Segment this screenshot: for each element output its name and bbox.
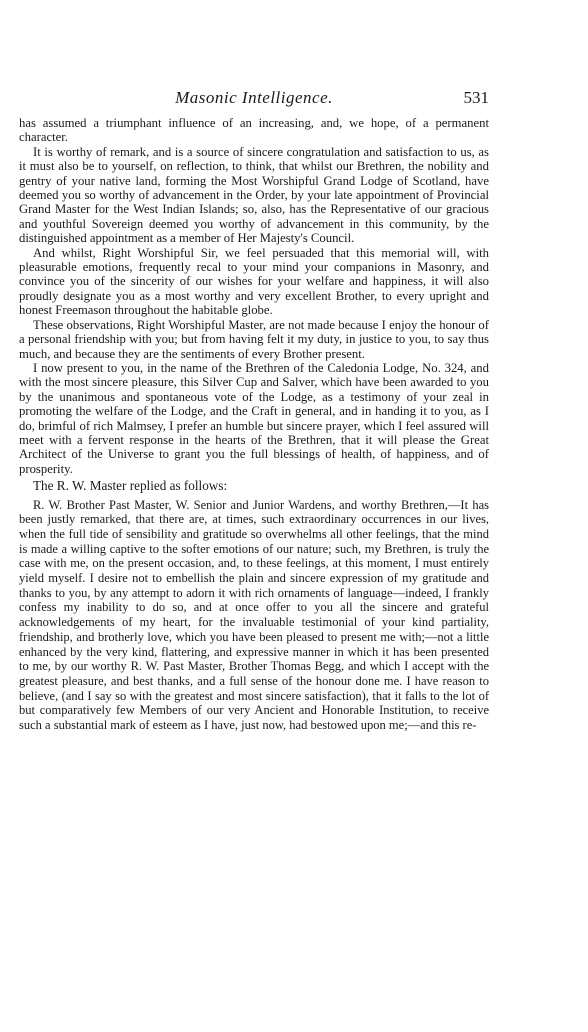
paragraph-reply: R. W. Brother Past Master, W. Senior and Junior Wardens, and worthy Brethren,—It has been justly remarked, that there are, at times, such extraordinary occurrences in our lives, when the full tide of sensibility and gratitude so overwhelms all other feelings, that the mind is made a willing captive to the softer emotions of our nature; such, my Brethren, is truly the case with me, on the present occasion, and, to these feelings, at this moment, I must entirely yield myself. I desire not to embellish the plain and sincere expression of my gratitude and thanks to you, by any attempt to adorn it with rich ornaments of language—indeed, I frankly confess my inability to do so, and at once offer to you all the sincere and grateful acknowledgements of my heart, for the invaluable testimonial of your kind partiality, friendship, and brotherly love, which you have been pleased to present me with;—not a little enhanced by the very kind, flattering, and expressive manner in which it has been presented to me, by our worthy R. W. Past Master, Brother Thomas Begg, and which I accept with the greatest pleasure, and best thanks, and a full sense of the honour done me. I have reason to believe, (and I say so with the greatest and most sincere satisfaction), that it falls to the lot of but comparatively few Members of our very Ancient and Honorable Institution, to receive such a substantial mark of esteem as I have, just now, had bestowed upon me;—and this re- [19, 497, 489, 733]
paragraph-memorial: And whilst, Right Worshipful Sir, we feel persuaded that this memorial will, with pleasurable emotions, frequently recal to your mind your companions in Masonry, and convince you of the sincerity of our wishes for your welfare and happiness, it will also proudly designate you as a most worthy and very excellent Brother, to every upright and honest Freemason throughout the habitable globe. [19, 245, 489, 318]
paragraph-observations: These observations, Right Worshipful Master, are not made because I enjoy the honour of a personal friendship with you; but from having felt it my duty, in justice to you, to say thus much, and because they are the sentiments of every Brother present. [19, 317, 489, 361]
paragraph-remark: It is worthy of remark, and is a source of sincere congratulation and satisfaction to us, as it must also be to yourself, on reflection, to think, that whilst our Brethren, the nobility and gentry of your native land, forming the Most Worshipful Grand Lodge of Scotland, have deemed you so worthy of advancement in the Order, by your late appointment of Provincial Grand Master for the West Indian Islands; so, also, has the Representative of our gracious and youthful Sovereign deemed you worthy of advancement in this community, by the distinguished appointment as a member of Her Majesty's Council. [19, 144, 489, 246]
page-number: 531 [463, 88, 489, 107]
running-head [19, 88, 489, 114]
paragraph-continuation: has assumed a triumphant influence of an increasing, and, we hope, of a permanent character. [19, 116, 489, 145]
paragraph-presentation: I now present to you, in the name of the Brethren of the Caledonia Lodge, No. 324, and with the most sincere pleasure, this Silver Cup and Salver, which have been awarded to you by the unanimous and spontaneous vote of the Lodge, as a testimony of your zeal in promoting the welfare of the Lodge, and the Craft in general, and in handing it to you, as I do, brimful of rich Malmsey, I prefer an humble but sincere prayer, which I feel assured will meet with a fervent response in the hearts of the Brethren, that it will please the Great Architect of the Universe to grant you the full blessings of health, of happiness, and of prosperity. [19, 360, 489, 476]
document-page [19, 88, 489, 733]
reply-intro: The R. W. Master replied as follows: [33, 478, 228, 494]
running-title: Masonic Intelligence. [175, 88, 333, 107]
body-text [19, 116, 489, 733]
